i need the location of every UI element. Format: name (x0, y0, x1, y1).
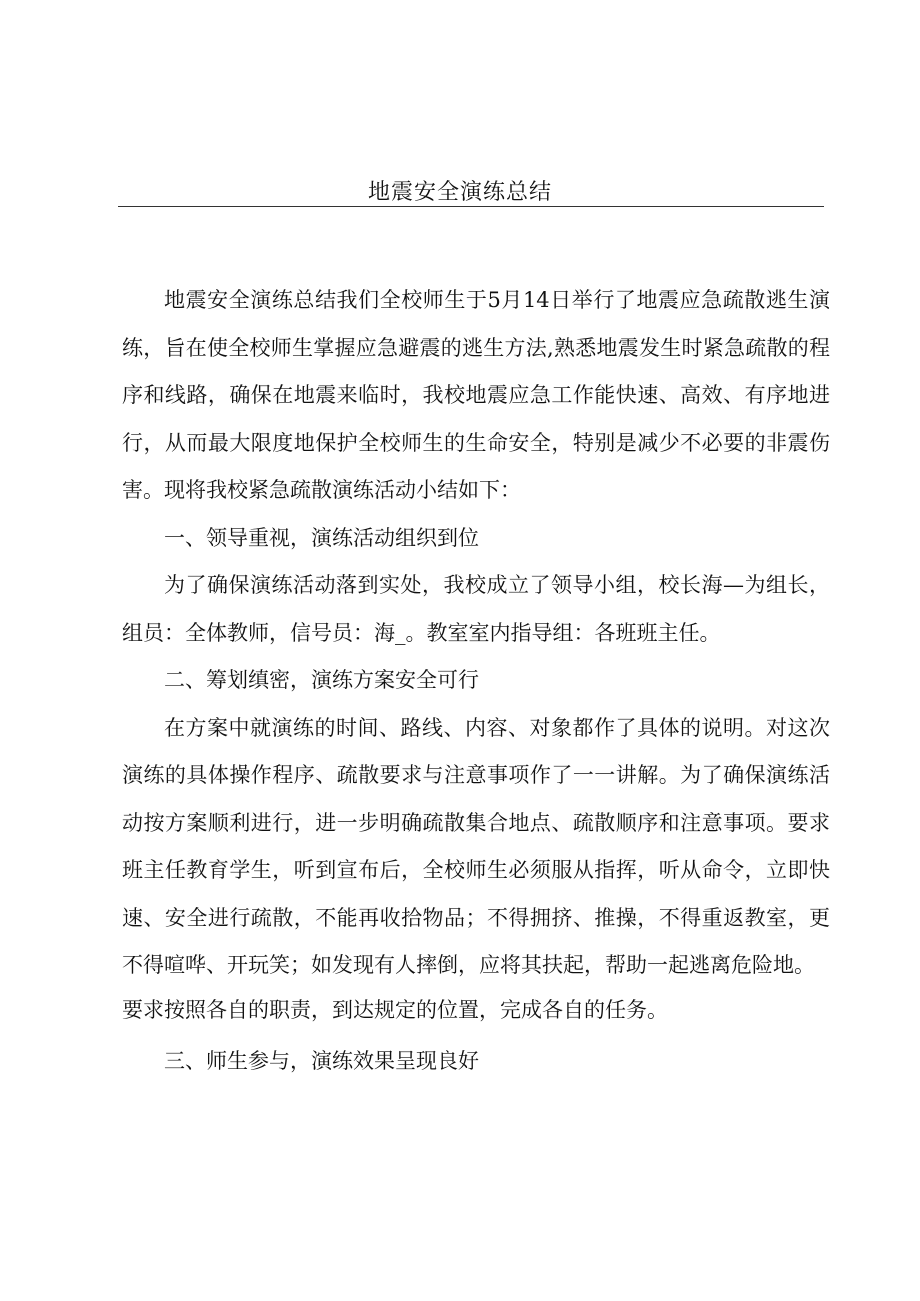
section-2-paragraph: 在方案中就演练的时间、路线、内容、对象都作了具体的说明。对这次演练的具体操作程序、疏散要求与注意事项作了一一讲解。为了确保演练活动按方案顺利进行，进一步明确疏散集合地点、疏散顺序和注意事项。要求班主任教育学生，听到宣布后，全校师生必须服从指挥，听从命令，立即快速、安全进行疏散，不能再收拾物品；不得拥挤、推操，不得重返教室，更不得喧哗、开玩笑；如发现有人摔倒，应将其扶起，帮助一起逃离危险地。 (122, 715, 830, 977)
section-heading-2: 二、筹划缜密，演练方案安全可行 (164, 668, 479, 692)
section-2-tail: 要求按照各自的职责，到达规定的位置，完成各自的任务。 (122, 997, 668, 1022)
title-underline (118, 206, 824, 207)
section-heading-3: 三、师生参与，演练效果呈现良好 (164, 1048, 479, 1073)
intro-paragraph: 地震安全演练总结我们全校师生于5月14日举行了地震应急疏散逃生演练，旨在使全校师生掌握应急避震的逃生方法,熟悉地震发生时紧急疏散的程序和线路，确保在地震来临时，我校地震应急工作能快速、高效、有序地进行，从而最大限度地保护全校师生的生命安全，特别是减少不必要的非震伤害。现将我校紧急疏散演练活动小结如下： (122, 288, 830, 502)
section-1-paragraph: 为了确保演练活动落到实处，我校成立了领导小组，校长海—为组长，组员：全体教师，信号员：海_。教室室内指导组：各班班主任。 (122, 573, 830, 645)
document-body (122, 277, 830, 1085)
document-title: 地震安全演练总结 (367, 180, 552, 205)
section-heading-1: 一、领导重视，演练活动组织到位 (164, 525, 479, 550)
